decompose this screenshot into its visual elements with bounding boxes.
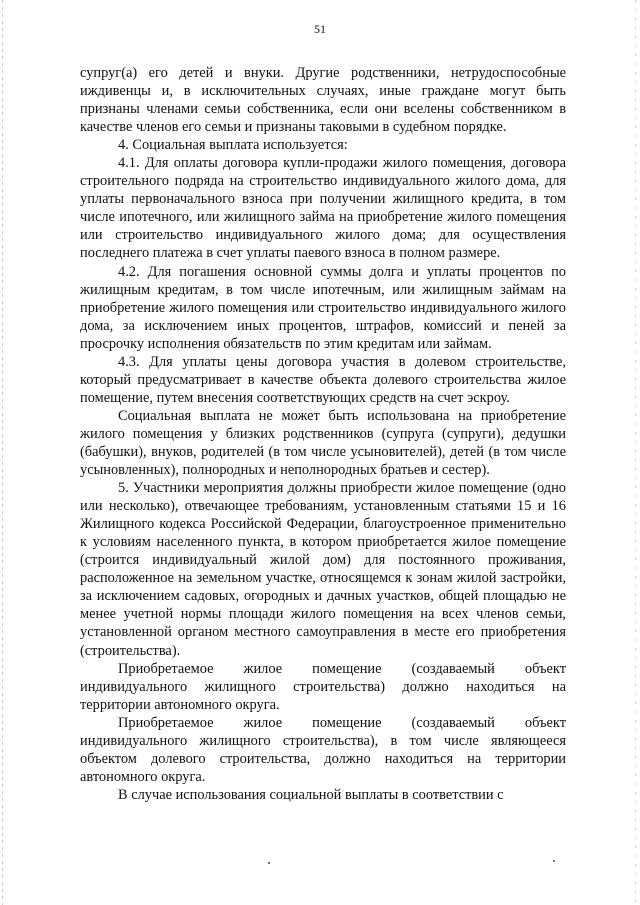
scan-speck: [553, 860, 555, 862]
scan-edge-right: [635, 0, 636, 905]
paragraph-location-requirement: Приобретаемое жилое помещение (создаваемый объект индивидуального жилищного строительства) должно находиться на территории автономного округа.: [80, 660, 566, 713]
paragraph-4-1: 4.1. Для оплаты договора купли-продажи жилого помещения, договора строительного подряда на строительство индивидуального жилого дома, для уплаты первоначального взноса при получении жилищного кредита, в том числе ипотечного, или жилищного займа на приобретение жилого помещения или строительство индивидуального жилого дома; для осуществления последнего платежа в счет уплаты паевого взноса в полном размере.: [80, 155, 566, 262]
paragraph-4-3: 4.3. Для уплаты цены договора участия в долевом строительстве, который предусматривает в качестве объекта долевого строительства жилое помещение, путем внесения соответствующих средств на счет эскроу.: [80, 353, 566, 406]
paragraph-section-4: 4. Социальная выплата используется:: [118, 137, 348, 154]
scan-edge-left: [2, 0, 3, 905]
paragraph-family-members: супруг(а) его детей и внуки. Другие родственники, нетрудоспособные иждивенцы и, в исключительных случаях, иные граждане могут быть признаны членами семьи собственника, если они вселены собственником в качестве членов его семьи и признаны таковыми в судебном порядке.: [80, 65, 566, 136]
paragraph-4-2: 4.2. Для погашения основной суммы долга и уплаты процентов по жилищным кредитам, в том числе ипотечным, или жилищным займам на приобретение жилого помещения или строительство индивидуального жилого дома, за исключением иных процентов, штрафов, комиссий и пеней за просрочку исполнения обязательств по этим кредитам или займам.: [80, 263, 566, 352]
paragraph-relatives-restriction: Социальная выплата не может быть использована на приобретение жилого помещения у близких родственников (супруга (супруги), дедушки (бабушки), внуков, родителей (в том числе усыновителей), детей (в том числе усыновленных), полнородных и неполнородных братьев и сестер).: [80, 407, 566, 479]
paragraph-continuation: В случае использования социальной выплаты в соответствии с: [118, 786, 504, 803]
paragraph-location-shared-construction: Приобретаемое жилое помещение (создаваемый объект индивидуального жилищного строительства), в том числе являющееся объектом долевого строительства, должно находиться на территории автономного округа.: [80, 714, 566, 785]
page-number: 51: [314, 22, 326, 36]
scan-speck: [268, 862, 270, 864]
document-body: [80, 64, 566, 804]
paragraph-section-5: 5. Участники мероприятия должны приобрести жилое помещение (одно или несколько), отвечающее требованиям, установленным статьями 15 и 16 Жилищного кодекса Российской Федерации, благоустроенное применительно к условиям населенного пункта, в котором приобретается жилое помещение (строится индивидуальный жилой дом) для постоянного проживания, расположенное на земельном участке, относящемся к зонам жилой застройки, за исключением садовых, огородных и дачных участков, общей площадью не менее учетной нормы площади жилого помещения на всех членов семьи, установленной органом местного самоуправления в месте его приобретения (строительства).: [80, 480, 566, 659]
